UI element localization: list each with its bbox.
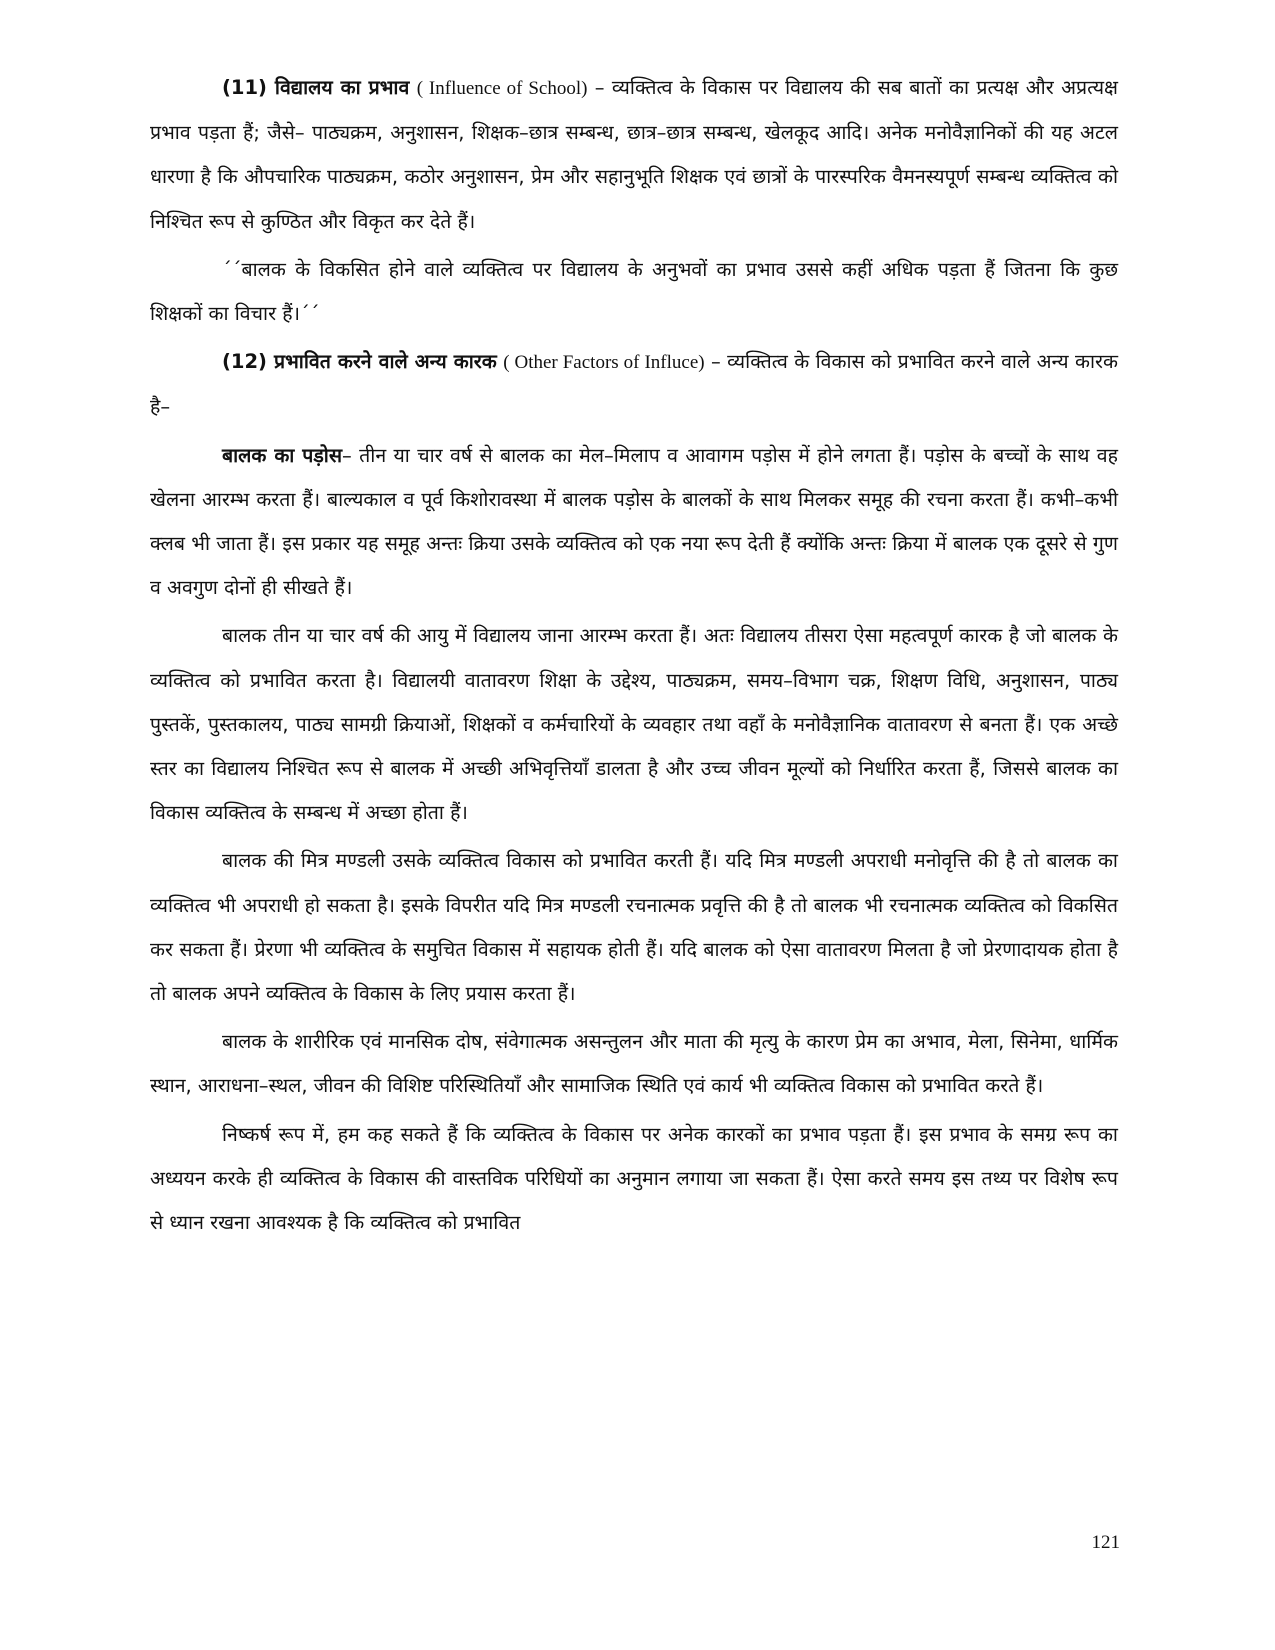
section-12-paragraph: [150, 340, 1118, 429]
section-11-paragraph: [150, 66, 1118, 244]
page-number: 121: [1091, 1532, 1120, 1553]
friends-paragraph: बालक की मित्र मण्डली उसके व्यक्तित्व विकास को प्रभावित करती हैं। यदि मित्र मण्डली अपराधी मनोवृत्ति की है तो बालक का व्यक्तित्व भी अपराधी हो सकता है। इसके विपरीत यदि मित्र मण्डली रचनात्मक प्रवृत्ति की है तो बालक भी रचनात्मक व्यक्तित्व को विकसित कर सकता हैं। प्रेरणा भी व्यक्तित्व के समुचित विकास में सहायक होती हैं। यदि बालक को ऐसा वातावरण मिलता है जो प्रेरणादायक होता है तो बालक अपने व्यक्तित्व के विकास के लिए प्रयास करता हैं।: [150, 849, 1118, 1006]
section-12-heading: (12) प्रभावित करने वाले अन्य कारक: [222, 350, 497, 374]
quote-paragraph: ´´बालक के विकसित होने वाले व्यक्तित्व पर विद्यालय के अनुभवों का प्रभाव उससे कहीं अधिक पड़ता हैं जितना कि कुछ शिक्षकों का विचार हैं।´´: [150, 257, 1118, 326]
document-body: [150, 66, 1118, 1249]
conclusion-paragraph: निष्कर्ष रूप में, हम कह सकते हैं कि व्यक्तित्व के विकास पर अनेक कारकों का प्रभाव पड़ता हैं। इस प्रभाव के समग्र रूप का अध्ययन करके ही व्यक्तित्व के विकास की वास्तविक परिधियों का अनुमान लगाया जा सकता हैं। ऐसा करते समय इस तथ्य पर विशेष रूप से ध्यान रखना आवश्यक है कि व्यक्तित्व को प्रभावित: [150, 1122, 1118, 1235]
section-11-heading: (11) विद्यालय का प्रभाव: [222, 76, 410, 99]
neighbourhood-paragraph: [150, 434, 1118, 611]
school-paragraph: बालक तीन या चार वर्ष की आयु में विद्यालय जाना आरम्भ करता हैं। अतः विद्यालय तीसरा ऐसा महत्वपूर्ण कारक है जो बालक के व्यक्तित्व को प्रभावित करता है। विद्यालयी वातावरण शिक्षा के उद्देश्य, पाठ्यक्रम, समय–विभाग चक्र, शिक्षण विधि, अनुशासन, पाठ्य पुस्तकें, पुस्तकालय, पाठ्य सामग्री क्रियाओं, शिक्षकों व कर्मचारियों के व्यवहार तथा वहाँ के मनोवैज्ञानिक वातावरण से बनता हैं। एक अच्छे स्तर का विद्यालय निश्चित रूप से बालक में अच्छी अभिवृत्तियाँ डालता है और उच्च जीवन मूल्यों को निर्धारित करता हैं, जिससे बालक का विकास व्यक्तित्व के सम्बन्ध में अच्छा होता हैं।: [150, 624, 1118, 825]
neighbourhood-body: – तीन या चार वर्ष से बालक का मेल–मिलाप व आवागम पड़ोस में होने लगता हैं। पड़ोस के बच्चों के साथ वह खेलना आरम्भ करता हैं। बाल्यकाल व पूर्व किशोरावस्था में बालक पड़ोस के बालकों के साथ मिलकर समूह की रचना करता हैं। कभी–कभी क्लब भी जाता हैं। इस प्रकार यह समूह अन्तः क्रिया उसके व्यक्तित्व को एक नया रूप देती हैं क्योंकि अन्तः क्रिया में बालक एक दूसरे से गुण व अवगुण दोनों ही सीखते हैं।: [150, 443, 1118, 600]
section-12-body: – व्यक्तित्व के विकास को प्रभावित करने वाले अन्य कारक है–: [150, 350, 1118, 419]
section-12-english-title: ( Other Factors of Influce): [503, 352, 705, 374]
defects-paragraph: बालक के शारीरिक एवं मानसिक दोष, संवेगात्मक असन्तुलन और माता की मृत्यु के कारण प्रेम का अभाव, मेला, सिनेमा, धार्मिक स्थान, आराधना–स्थल, जीवन की विशिष्ट परिस्थितियाँ और सामाजिक स्थिति एवं कार्य भी व्यक्तित्व विकास को प्रभावित करते हैं।: [150, 1030, 1118, 1098]
section-11-english-title: ( Influence of School): [416, 78, 588, 99]
neighbourhood-heading: बालक का पड़ोस: [222, 443, 343, 467]
section-11-body: – व्यक्तित्व के विकास पर विद्यालय की सब बातों का प्रत्यक्ष और अप्रत्यक्ष प्रभाव पड़ता हैं; जैसे– पाठ्यक्रम, अनुशासन, शिक्षक–छात्र सम्बन्ध, छात्र–छात्र सम्बन्ध, खेलकूद आदि। अनेक मनोवैज्ञानिकों की यह अटल धारणा है कि औपचारिक पाठ्यक्रम, कठोर अनुशासन, प्रेम और सहानुभूति शिक्षक एवं छात्रों के पारस्परिक वैमनस्यपूर्ण सम्बन्ध व्यक्तित्व को निश्चित रूप से कुण्ठित और विकृत कर देते हैं।: [150, 76, 1119, 233]
